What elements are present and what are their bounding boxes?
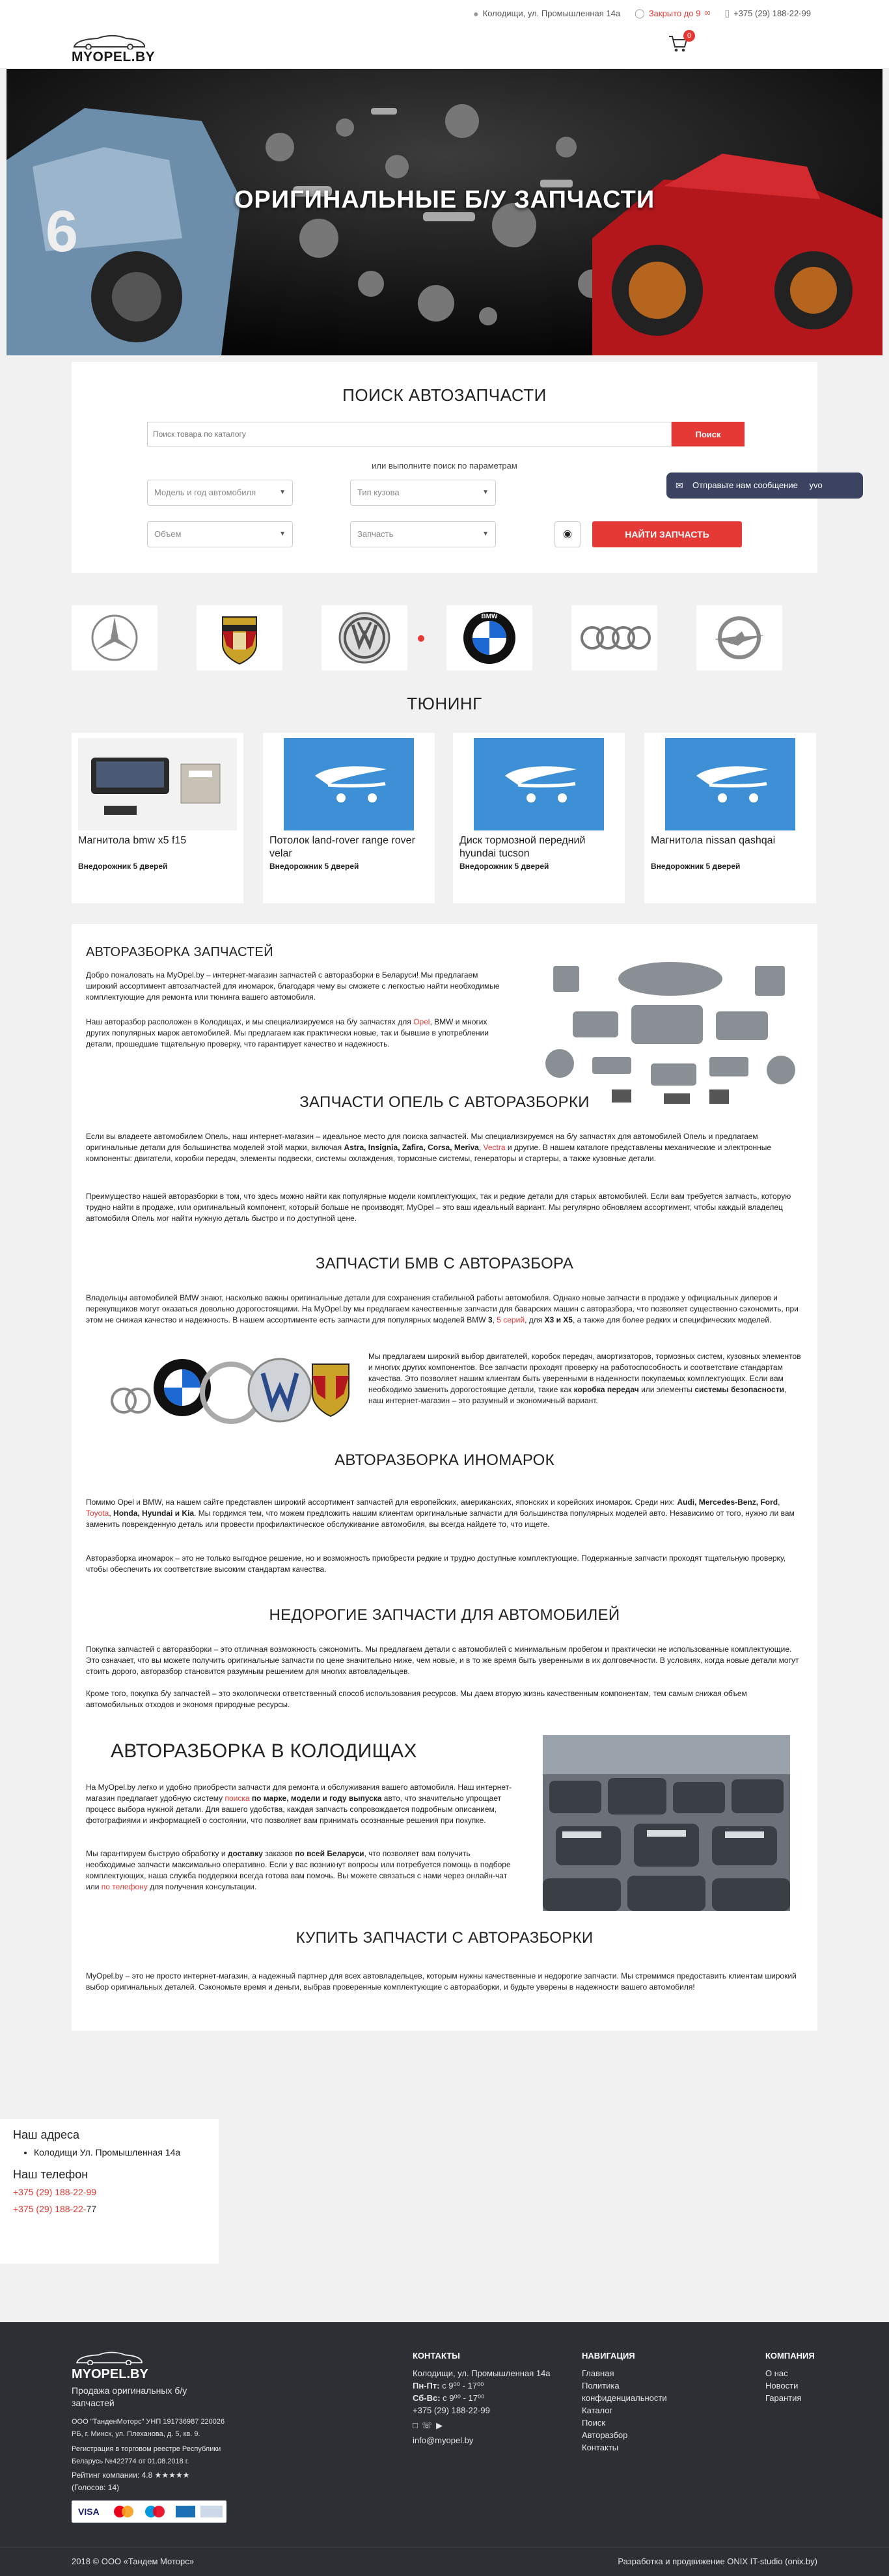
- model-year-select[interactable]: Модель и год автомобиля ▼: [147, 480, 293, 506]
- section-title: КУПИТЬ ЗАПЧАСТИ С АВТОРАЗБОРКИ: [295, 1929, 594, 1947]
- inline-link[interactable]: Toyota: [86, 1509, 109, 1518]
- copyright: 2018 © ООО «Тандем Моторс»: [72, 2556, 194, 2566]
- footer-company-link[interactable]: Новости: [765, 2381, 799, 2391]
- search-button[interactable]: Поиск: [672, 422, 745, 446]
- location-icon: ●: [473, 8, 479, 19]
- footer-nav-link[interactable]: Контакты: [582, 2443, 619, 2452]
- product-image: [78, 738, 237, 830]
- brand-bmw[interactable]: [446, 605, 532, 670]
- chevron-down-icon: ▼: [279, 489, 286, 496]
- clock-icon: ◯: [635, 8, 645, 18]
- footer-heading: КОНТАКТЫ: [413, 2351, 460, 2361]
- paragraph: Мы предлагаем широкий выбор двигателей, коробок передач, амортизаторов, тормозных систем, кузовных элементов и многих других компонентов. Все запчасти проходят проверку на работоспособность и соответствие стандартам качества. Это позволяет нашим клиентам быть уверенными в надежности покупаемых комплектующих. Если вам необходимо заменить дорогостоящие детали, такие как коробка передач или элементы системы безопасности, наш интернет-магазин – это разумный и экономичный вариант.: [368, 1352, 801, 1405]
- volume-select[interactable]: Объем ▼: [147, 521, 293, 547]
- product-image: [651, 738, 810, 830]
- product-name[interactable]: Потолок land-rover range rover velar: [269, 835, 415, 859]
- cart-count-badge: 0: [683, 30, 695, 42]
- footer-nav-link[interactable]: Каталог: [582, 2405, 613, 2415]
- car-logo-icon: [72, 2350, 147, 2365]
- body-type-select[interactable]: Тип кузова ▼: [350, 480, 496, 506]
- section-title: НЕДОРОГИЕ ЗАПЧАСТИ ДЛЯ АВТОМОБИЛЕЙ: [269, 1606, 620, 1624]
- paragraph: Владельцы автомобилей BMW знают, насколько важны оригинальные детали для сохранения стабильной работы автомобиля. Однако новые запчасти в продаже у официальных дилеров и перекупщиков могут оказаться довольно дорогостоящими. На MyOpel.by мы предлагаем качественные запчасти для баварских машин с авторазбора, что позволяет существенно сэкономить, при этом не снижая качество и надежность. В нашем ассортименте есть запчасти для популярных моделей BMW 3, 5 серий, для X3 и X5, а также для более редких и специфических моделей.: [86, 1293, 799, 1324]
- product-body-type: Внедорожник 5 дверей: [651, 862, 741, 871]
- brand-logos-image: [98, 1347, 358, 1429]
- viber-icon[interactable]: ☏: [421, 2420, 433, 2430]
- logo[interactable]: [72, 33, 156, 65]
- product-card[interactable]: [72, 733, 243, 903]
- reset-icon: ◉: [563, 528, 572, 540]
- product-name[interactable]: Диск тормозной передний hyundai tucson: [459, 835, 586, 859]
- cart-placeholder-image: [269, 738, 428, 830]
- footer-hours-weekday: Пн-Пт: с 9⁰⁰ - 17⁰⁰: [413, 2381, 484, 2391]
- product-image: [459, 738, 618, 830]
- footer-navigation: [582, 2350, 686, 2454]
- section-title: АВТОРАЗБОРКА ЗАПЧАСТЕЙ: [86, 945, 273, 959]
- svg-text:6: 6: [46, 199, 79, 264]
- phone-icon: ▯: [724, 8, 730, 18]
- chat-widget-button[interactable]: ✉ Отправьте нам сообщение yvo: [666, 473, 863, 499]
- footer-nav-link[interactable]: Главная: [582, 2368, 614, 2378]
- footer-email-link[interactable]: info@myopel.by: [413, 2435, 474, 2445]
- phone-title: Наш телефон: [13, 2168, 89, 2181]
- footer-address: РБ, г. Минск, ул. Плеханова, д. 5, кв. 9.: [72, 2430, 200, 2438]
- search-bar: [147, 422, 745, 446]
- top-hours: ◯ Закрыто до 9 00: [635, 8, 711, 18]
- product-card[interactable]: [453, 733, 625, 903]
- section-title: АВТОРАЗБОРКА В КОЛОДИЩАХ: [111, 1740, 417, 1762]
- footer-registry: Регистрация в торговом реестре Республики: [72, 2445, 221, 2453]
- address-title: Наш адреса: [13, 2128, 79, 2141]
- developer-credit-link[interactable]: Разработка и продвижение ONIX IT-studio (onix.by): [618, 2556, 817, 2566]
- product-body-type: Внедорожник 5 дверей: [78, 862, 168, 871]
- footer-phone-link[interactable]: +375 (29) 188-22-99: [413, 2405, 490, 2415]
- hero-banner: [7, 69, 882, 355]
- brand-audi[interactable]: [571, 605, 657, 670]
- top-phone[interactable]: ▯ +375 (29) 188-22-99: [724, 8, 811, 18]
- part-select[interactable]: Запчасть ▼: [350, 521, 496, 547]
- product-image: [269, 738, 428, 830]
- head-unit-photo: [78, 738, 237, 830]
- footer-contact-address: Колодищи, ул. Промышленная 14а: [413, 2368, 551, 2378]
- svg-text:BMW: BMW: [481, 613, 498, 620]
- find-part-button[interactable]: НАЙТИ ЗАПЧАСТЬ: [592, 521, 742, 547]
- carousel-dot[interactable]: [418, 635, 424, 642]
- bmw-logo: [446, 605, 532, 670]
- product-card[interactable]: [644, 733, 816, 903]
- product-body-type: Внедорожник 5 дверей: [269, 862, 359, 871]
- chevron-down-icon: ▼: [279, 530, 286, 538]
- svg-text:VISA: VISA: [78, 2506, 100, 2517]
- youtube-icon[interactable]: ▶: [436, 2420, 443, 2430]
- parts-search-panel: [72, 362, 817, 573]
- brand-carousel: [72, 605, 817, 670]
- footer-registry: Беларусь №422774 от 01.08.2018 г.: [72, 2458, 189, 2465]
- paragraph: Помимо Opel и BMW, на нашем сайте представлен широкий ассортимент запчастей для европейских, американских, японских и корейских иномарок. Среди них: Audi, Mercedes-Benz, Ford, Toyota, Honda, Hyundai и Kia. Мы гордимся тем, что можем предложить нашим клиентам оригинальные запчасти для большинства популярных моделей авто. Независимо от того, нужно ли вам заменить поврежденную деталь или провести профилактическое обслуживание автомобиля, вы всегда найдете то, что ищете.: [86, 1498, 795, 1529]
- instagram-icon[interactable]: □: [413, 2420, 418, 2430]
- seo-article: [72, 924, 817, 2031]
- paragraph: Покупка запчастей с авторазборки – это отличная возможность сэкономить. Мы предлагаем детали с автомобилей с минимальным пробегом и практически не использованные комплектующие. Это означает, что вы можете получить оригинальные запчасти по цене значительно ниже, чем новые, и в то же время быть уверенными в их долговечности. В условиях, когда новые детали могут стоить дорого, авторазбор становится разумным решением для многих автовладельцев.: [86, 1645, 799, 1676]
- footer-company-link[interactable]: О нас: [765, 2368, 788, 2378]
- address-item: • Колодищи Ул. Промышленная 14а: [34, 2147, 206, 2158]
- paragraph: На MyOpel.by легко и удобно приобрести запчасти для ремонта и обслуживания вашего автомобиля. Наш интернет-магазин предлагает удобную систему поиска по марке, модели и году выпуска авто, что значительно упрощает процесс выбора нужной детали. Для вашего удобства, каждая запчасть сопровождается подробным описанием, фотографиями и информацией о состоянии, что позволяет вам принимать осознанные решения при покупке.: [86, 1783, 512, 1825]
- top-address: ● Колодищи, ул. Промышленная 14а: [473, 8, 621, 19]
- search-title: ПОИСК АВТОЗАПЧАСТИ: [342, 385, 547, 405]
- footer-heading: КОМПАНИЯ: [765, 2351, 815, 2361]
- footer-about: [72, 2350, 241, 2526]
- section-title: ЗАПЧАСТИ БМВ С АВТОРАЗБОРА: [315, 1255, 574, 1272]
- car-parts-image: [534, 940, 803, 1116]
- footer-hours-weekend: Сб-Вс: с 9⁰⁰ - 17⁰⁰: [413, 2393, 485, 2403]
- header: [0, 26, 889, 69]
- paragraph: Наш авторазбор расположен в Колодищах, и мы специализируемся на б/у запчастях для Opel, BMW и многих других популярных марок автомобилей. Мы предлагаем как практически новые, так и бывшие в употреблении детали, прошедшие тщательную проверку, что гарантирует качество и надежность.: [86, 1017, 489, 1048]
- footer-tagline: Продажа оригинальных б/у запчастей: [72, 2385, 187, 2408]
- porsche-logo: [197, 605, 282, 670]
- paragraph: Кроме того, покупка б/у запчастей – это экологически ответственный способ использования ресурсов. Мы даем вторую жизнь качественным компонентам, тем самым снижая объем автомобильных отходов и экономя природные ресурсы.: [86, 1689, 747, 1709]
- footer-company-links: [765, 2350, 856, 2404]
- paragraph: Преимущество нашей авторазборки в том, что здесь можно найти как популярные модели комплектующих, так и редкие детали для старых автомобилей. Если вам требуется запчасть, которую трудно найти в продаже, или оригинальный компонент, который больше не производят, MyOpel – это ваш идеальный вариант. Мы регулярно обновляем ассортимент, чтобы каждый владелец автомобиля Опель мог найти нужную деталь быстро и по доступной цене.: [86, 1192, 791, 1223]
- brand-opel[interactable]: [696, 605, 782, 670]
- footer-company-link[interactable]: Гарантия: [765, 2393, 802, 2403]
- car-yard-image: [543, 1735, 790, 1911]
- brand-volkswagen[interactable]: [321, 605, 407, 670]
- top-bar: [0, 0, 889, 26]
- footer-votes: (Голосов: 14): [72, 2483, 120, 2492]
- footer-nav-link[interactable]: Политика конфиденциальности: [582, 2381, 667, 2403]
- footer-contacts: [413, 2350, 562, 2446]
- mercedes-logo: [72, 605, 157, 670]
- section-title: АВТОРАЗБОРКА ИНОМАРОК: [335, 1451, 554, 1469]
- search-or-text: или выполните поиск по параметрам: [372, 461, 517, 471]
- opel-logo: [696, 605, 782, 670]
- reset-filters-button[interactable]: [554, 521, 581, 547]
- car-logo-icon: [72, 33, 147, 49]
- product-name[interactable]: Магнитола bmw x5 f15: [78, 835, 187, 846]
- payment-logos: [72, 2501, 226, 2523]
- logo-text: MYOPEL.BY: [72, 49, 156, 64]
- cart-placeholder-image: [459, 738, 618, 830]
- payment-cards-icon: [72, 2501, 226, 2523]
- product-card[interactable]: [263, 733, 435, 903]
- social-icons: [413, 2419, 562, 2432]
- hero-title: ОРИГИНАЛЬНЫЕ Б/У ЗАПЧАСТИ: [234, 186, 655, 213]
- volkswagen-logo: [321, 605, 407, 670]
- cart-button[interactable]: [668, 34, 694, 60]
- envelope-icon: ✉: [676, 480, 683, 491]
- footer-company: ООО "ТанденМоторс" УНП 191736987 220026: [72, 2418, 225, 2426]
- product-name[interactable]: Магнитола nissan qashqai: [651, 835, 776, 846]
- footer: [0, 2322, 889, 2576]
- tuning-title: ТЮНИНГ: [407, 694, 482, 713]
- brand-porsche[interactable]: [197, 605, 282, 670]
- paragraph: Мы гарантируем быструю обработку и доставку заказов по всей Беларуси, что позволяет вам получить необходимые запчасти максимально оперативно. Если у вас возникнут вопросы или потребуется помощь в подборе комплектующих, наша служба поддержки всегда готова вам помочь. Вы можете связаться с нами через онлайн-чат или по телефону для получения консультации.: [86, 1849, 511, 1891]
- top-info: [473, 8, 811, 19]
- cart-placeholder-image: [651, 738, 810, 830]
- inline-link[interactable]: Vectra: [483, 1143, 506, 1152]
- phone-link[interactable]: +375 (29) 188-22-77: [13, 2204, 97, 2214]
- inline-link[interactable]: Opel: [413, 1017, 430, 1026]
- inline-link[interactable]: 5 серий: [497, 1315, 525, 1324]
- section-title: ЗАПЧАСТИ ОПЕЛЬ С АВТОРАЗБОРКИ: [299, 1093, 590, 1111]
- paragraph: Добро пожаловать на MyOpel.by – интернет-магазин запчастей с авторазборки в Беларуси! Мы предлагаем широкий ассортимент автозапчастей для иномарок, благодаря чему вы сможете с легкостью найти необходимые комплектующие для ремонта или тюнинга вашего автомобиля.: [86, 970, 500, 1002]
- paragraph: Авторазборка иномарок – это не только выгодное решение, но и возможность приобрести редкие и трудно доступные комплектующие. Подержанные запчасти проходят тщательную проверку, чтобы обеспечить их соответствие высоким стандартам качества.: [86, 1554, 786, 1574]
- footer-rating: Рейтинг компании: 4.8 ★★★★★: [72, 2471, 190, 2480]
- footer-logo-text: MYOPEL.BY: [72, 2367, 148, 2381]
- search-input[interactable]: [147, 422, 672, 446]
- chevron-down-icon: ▼: [482, 489, 489, 496]
- paragraph: Если вы владеете автомобилем Опель, наш интернет-магазин – идеальное место для поиска запчастей. Мы специализируемся на б/у запчастях для автомобилей Опель и предлагаем оригинальные детали для большинства моделей этой марки, включая Astra, Insignia, Zafira, Corsa, Meriva, Vectra и другие. В нашем каталоге представлены механические и электронные компоненты: двигатели, коробки передач, элементы подвески, системы охлаждения, тормозные системы, генераторы и стартеры, а также кузовные детали.: [86, 1132, 772, 1163]
- brand-mercedes[interactable]: [72, 605, 157, 670]
- footer-bottom-bar: [0, 2547, 889, 2576]
- contacts-box: [0, 2119, 219, 2264]
- inline-link[interactable]: по телефону: [101, 1882, 148, 1891]
- audi-logo: [571, 605, 657, 670]
- footer-nav-link[interactable]: Поиск: [582, 2418, 606, 2428]
- footer-heading: НАВИГАЦИЯ: [582, 2351, 635, 2361]
- chevron-down-icon: ▼: [482, 530, 489, 538]
- phone-link[interactable]: +375 (29) 188-22-99: [13, 2187, 97, 2197]
- paragraph: MyOpel.by – это не просто интернет-магазин, а надежный партнер для всех автовладельцев, которым нужны качественные и недорогие запчасти. Мы стремимся предоставить клиентам широкий выбор оригинальных деталей. Сэкономьте время и деньги, выбрав проверенные комплектующие с авторазборки, и будьте уверены в надежности вашего автомобиля!: [86, 1971, 797, 1992]
- product-body-type: Внедорожник 5 дверей: [459, 862, 549, 871]
- inline-link[interactable]: поиска: [225, 1794, 250, 1803]
- footer-nav-link[interactable]: Авторазбор: [582, 2430, 628, 2440]
